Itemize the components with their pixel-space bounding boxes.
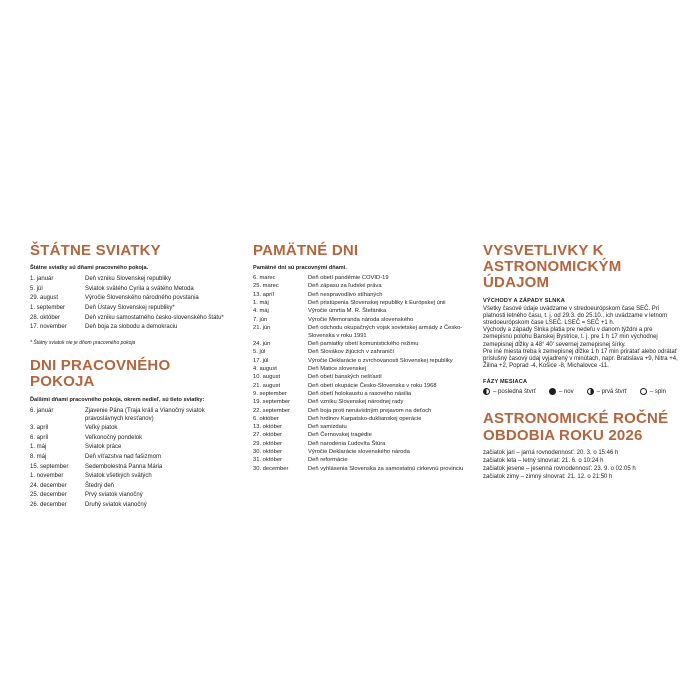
memorial-day-description: Deň reformácie bbox=[308, 457, 348, 464]
rest-day-description: Zjavenie Pána (Traja králi a Vianočný sviatok pravoslávnych kresťanov) bbox=[85, 407, 205, 422]
memorial-day-date: 7. jún bbox=[253, 316, 268, 323]
memorial-day-row bbox=[253, 358, 465, 366]
full-moon-icon bbox=[640, 388, 647, 395]
holiday-date: 1. september bbox=[30, 304, 66, 311]
rest-day-date: 8. máj bbox=[30, 453, 47, 460]
rest-days-section bbox=[30, 358, 236, 509]
memorial-day-description: Deň Matice slovenskej bbox=[308, 366, 366, 373]
holiday-row bbox=[30, 294, 236, 302]
memorial-day-description: Deň boja proti nenávistným prejavom na deťoch bbox=[308, 407, 432, 414]
memorial-day-date: 30. december bbox=[253, 465, 289, 472]
rest-day-row bbox=[30, 482, 236, 490]
state-holidays-section bbox=[30, 243, 236, 346]
rest-day-description: Deň víťazstva nad fašizmom bbox=[85, 453, 161, 460]
moon-phase-item bbox=[587, 388, 627, 395]
memorial-day-date: 4. august bbox=[253, 366, 277, 373]
memorial-day-description: Výročie Deklarácie slovenského národa bbox=[308, 449, 410, 456]
sunrise-sunset-heading: VÝCHODY A ZÁPADY SLNKA bbox=[483, 297, 565, 304]
memorial-day-date: 13. apríl bbox=[253, 291, 274, 298]
left-column bbox=[30, 243, 236, 510]
memorial-day-description: Deň obetí holokaustu a rasového násilia bbox=[308, 390, 412, 397]
rest-day-date: 6. apríl bbox=[30, 434, 49, 441]
moon-phases-legend bbox=[483, 388, 680, 395]
memorial-day-row bbox=[253, 292, 465, 300]
memorial-day-date: 6. október bbox=[253, 415, 279, 422]
rest-day-row bbox=[30, 443, 236, 451]
memorial-day-description: Deň Slovákov žijúcich v zahraničí bbox=[308, 349, 395, 356]
memorial-day-row bbox=[253, 399, 465, 407]
state-holidays-intro: Štátne sviatky sú dňami pracovného pokoja. bbox=[30, 265, 149, 272]
holiday-row bbox=[30, 323, 236, 331]
memorial-day-description: Deň narodenia Ľudovíta Štúra bbox=[308, 440, 386, 447]
moon-phase-item bbox=[483, 388, 536, 395]
astronomical-seasons-section bbox=[483, 411, 680, 481]
memorial-day-date: 21. august bbox=[253, 382, 281, 389]
memorial-day-description: Deň hrdinov Karpatsko-duklianskej operácie bbox=[308, 415, 422, 422]
holiday-description: Sviatok svätého Cyrila a svätého Metoda bbox=[85, 285, 194, 292]
rest-day-description: Sviatok práce bbox=[85, 444, 122, 451]
new-moon-icon bbox=[549, 388, 556, 395]
memorial-day-row bbox=[253, 317, 465, 325]
memorial-day-date: 25. marec bbox=[253, 283, 279, 290]
moon-phase-label: – nov bbox=[558, 388, 574, 395]
rest-day-date: 1. november bbox=[30, 473, 64, 480]
memorial-days-intro: Pamätné dni sú pracovnými dňami. bbox=[253, 265, 347, 272]
first-quarter-moon-icon bbox=[587, 388, 594, 395]
memorial-day-date: 17. júl bbox=[253, 357, 269, 364]
memorial-day-description: Výročie Memoranda národa slovenského bbox=[308, 316, 414, 323]
memorial-days-title: PAMÄTNÉ DNI bbox=[253, 242, 359, 259]
memorial-day-row bbox=[253, 432, 465, 440]
memorial-day-date: 6. marec bbox=[253, 275, 276, 282]
rest-day-description: Druhý sviatok vianočný bbox=[85, 501, 147, 508]
rest-day-row bbox=[30, 434, 236, 442]
astronomical-seasons-title: ASTRONOMICKÉ ROČNÉ OBDOBIA ROKU 2026 bbox=[483, 410, 669, 444]
rest-day-row bbox=[30, 424, 236, 432]
memorial-day-date: 29. október bbox=[253, 440, 283, 447]
memorial-day-date: 31. október bbox=[253, 457, 283, 464]
rest-day-description: Veľkonočný pondelok bbox=[85, 434, 143, 441]
memorial-day-row bbox=[253, 416, 465, 424]
state-holidays-list bbox=[30, 275, 236, 331]
holiday-date: 28. október bbox=[30, 314, 61, 321]
memorial-day-row bbox=[253, 466, 465, 474]
memorial-day-date: 27. október bbox=[253, 432, 283, 439]
memorial-day-row bbox=[253, 308, 465, 316]
memorial-day-date: 30. október bbox=[253, 449, 283, 456]
state-holidays-title: ŠTÁTNE SVIATKY bbox=[30, 242, 161, 259]
memorial-day-row bbox=[253, 325, 465, 341]
memorial-day-date: 9. september bbox=[253, 390, 287, 397]
holiday-description: Deň boja za slobodu a demokraciu bbox=[85, 324, 178, 331]
memorial-day-description: Deň pamiatky obetí komunistického režimu bbox=[308, 341, 419, 348]
rest-day-date: 26. december bbox=[30, 501, 67, 508]
moon-phase-label: – spln bbox=[649, 388, 666, 395]
memorial-day-row bbox=[253, 457, 465, 465]
memorial-day-description: Deň zápasu za ľudské práva bbox=[308, 283, 382, 290]
moon-phase-item bbox=[549, 388, 574, 395]
rest-days-intro: Ďalšími dňami pracovného pokoja, okrem nedieľ, sú tieto sviatky: bbox=[30, 396, 205, 403]
holiday-date: 29. august bbox=[30, 295, 59, 302]
holiday-description: Výročie Slovenského národného povstania bbox=[85, 295, 199, 302]
rest-day-description: Veľký piatok bbox=[85, 425, 118, 432]
rest-day-date: 3. apríl bbox=[30, 425, 49, 432]
rest-day-row bbox=[30, 472, 236, 480]
memorial-day-row bbox=[253, 449, 465, 457]
rest-day-date: 1. máj bbox=[30, 444, 47, 451]
holiday-row bbox=[30, 314, 236, 322]
memorial-day-date: 24. jún bbox=[253, 341, 271, 348]
season-line: začiatok jari – jarná rovnodennosť: 20. 3. o 15:46 h bbox=[483, 449, 619, 456]
memorial-day-description: Deň samizdatu bbox=[308, 424, 347, 431]
holiday-description: Deň Ústavy Slovenskej republiky* bbox=[85, 304, 175, 311]
memorial-day-date: 1. máj bbox=[253, 300, 269, 307]
season-line: začiatok leta – letný slnovrat: 21. 6. o 10:24 h bbox=[483, 457, 604, 464]
astronomy-notes-paragraphs bbox=[483, 306, 680, 371]
memorial-day-row bbox=[253, 283, 465, 291]
memorial-day-date: 5. júl bbox=[253, 349, 266, 356]
astronomy-notes-section bbox=[483, 243, 680, 395]
memorial-day-row bbox=[253, 341, 465, 349]
middle-column bbox=[253, 243, 465, 474]
rest-day-date: 15. september bbox=[30, 463, 69, 470]
rest-day-row bbox=[30, 407, 236, 423]
memorial-day-description: Výročie úmrtia M. R. Štefánika bbox=[308, 308, 387, 315]
rest-day-date: 6. január bbox=[30, 407, 54, 414]
memorial-day-row bbox=[253, 349, 465, 357]
memorial-day-row bbox=[253, 366, 465, 374]
rest-day-description: Prvý sviatok vianočný bbox=[85, 492, 143, 499]
right-column bbox=[483, 243, 680, 482]
holiday-row bbox=[30, 275, 236, 283]
rest-day-row bbox=[30, 501, 236, 509]
memorial-day-description: Deň obetí pandémie COVID-19 bbox=[308, 275, 389, 282]
holiday-description: Deň vzniku Slovenskej republiky bbox=[85, 276, 172, 283]
memorial-day-description: Deň vyhlásenia Slovenska za samostatnú cirkevnú provinciu bbox=[308, 465, 464, 472]
holiday-date: 17. november bbox=[30, 324, 67, 331]
holiday-date: 5. júl bbox=[30, 285, 43, 292]
memorial-day-description: Deň Černovskej tragédie bbox=[308, 432, 372, 439]
memorial-day-date: 19. september bbox=[253, 399, 291, 406]
rest-day-date: 24. december bbox=[30, 482, 67, 489]
moon-phase-label: – posledná štvrť bbox=[493, 388, 536, 395]
astronomy-notes-title: VYSVETLIVKY K ASTRONOMICKÝM ÚDAJOM bbox=[483, 242, 622, 292]
memorial-day-row bbox=[253, 275, 465, 283]
rest-day-description: Sviatok všetkých svätých bbox=[85, 473, 152, 480]
memorial-day-date: 4. máj bbox=[253, 308, 269, 315]
astronomical-seasons-list bbox=[483, 449, 680, 482]
holiday-description: Deň vzniku samostatného česko-slovenského štátu* bbox=[85, 314, 224, 321]
memorial-day-row bbox=[253, 300, 465, 308]
memorial-day-description: Výročie Deklarácie o zvrchovanosti Slovenskej republiky bbox=[308, 357, 453, 364]
last-quarter-moon-icon bbox=[483, 388, 490, 395]
rest-day-row bbox=[30, 463, 236, 471]
memorial-day-date: 10. august bbox=[253, 374, 281, 381]
moon-phase-label: – prvá štvrť bbox=[596, 388, 627, 395]
rest-days-list bbox=[30, 407, 236, 509]
memorial-day-row bbox=[253, 374, 465, 382]
memorial-days-section bbox=[253, 243, 465, 474]
memorial-day-description: Deň nespravodlivo stíhaných bbox=[308, 291, 383, 298]
season-line: začiatok zimy – zimný slnovrat: 21. 12. o 21:50 h bbox=[483, 474, 613, 481]
memorial-day-description: Deň pristúpenia Slovenskej republiky k Európskej únii bbox=[308, 300, 446, 307]
moon-phase-item bbox=[640, 388, 666, 395]
holiday-row bbox=[30, 285, 236, 293]
astronomy-note-paragraph: Pre iné miesta treba k zemepisnej dĺžke 1 h 17 min prirátať alebo odrátať príslušný časový údaj vyjadrený v minútach, napr. Bratislava +9, Nitra +4, Žilina +2, Poprad -4, Košice -8, Michalovce -11. bbox=[483, 348, 678, 370]
rest-day-row bbox=[30, 491, 236, 499]
memorial-days-list bbox=[253, 275, 465, 473]
memorial-day-description: Deň obetí okupácie Česko-Slovenska v roku 1968 bbox=[308, 382, 437, 389]
memorial-day-row bbox=[253, 383, 465, 391]
memorial-day-description: Deň obetí banských nešťastí bbox=[308, 374, 382, 381]
memorial-day-row bbox=[253, 391, 465, 399]
rest-day-description: Sedembolestná Panna Mária bbox=[85, 463, 163, 470]
memorial-day-description: Deň odchodu okupačných vojsk sovietskej armády z Česko-Slovenska v roku 1991 bbox=[308, 324, 463, 339]
memorial-day-date: 13. október bbox=[253, 424, 283, 431]
moon-phases-heading: FÁZY MESIACA bbox=[483, 379, 528, 386]
holiday-row bbox=[30, 304, 236, 312]
rest-day-description: Štedrý deň bbox=[85, 482, 115, 489]
state-holidays-footnote: * Štátny sviatok nie je dňom pracovného pokoja bbox=[30, 340, 136, 347]
memorial-day-row bbox=[253, 441, 465, 449]
memorial-day-date: 21. jún bbox=[253, 324, 271, 331]
memorial-day-description: Deň vzniku Slovenskej národnej rady bbox=[308, 399, 404, 406]
rest-day-date: 25. december bbox=[30, 492, 67, 499]
memorial-day-row bbox=[253, 408, 465, 416]
holiday-date: 1. január bbox=[30, 276, 54, 283]
memorial-day-date: 22. september bbox=[253, 407, 291, 414]
rest-days-title: DNI PRACOVNÉHO POKOJA bbox=[30, 357, 171, 391]
memorial-day-row bbox=[253, 424, 465, 432]
astronomy-note-paragraph: Všetky časové údaje uvádzame v stredoeurópskom čase SEČ. Pri platnosti letného času, t. j. od 29.3. do 25.10., ich uvádzame v letnom stredoeurópskom čase LSEČ. LSEČ = SEČ +1 h. bbox=[483, 305, 668, 326]
season-line: začiatok jesene – jesenná rovnodennosť: 23. 9. o 02:05 h bbox=[483, 466, 636, 473]
rest-day-row bbox=[30, 453, 236, 461]
astronomy-note-paragraph: Východy a západy Slnka platia pre nedeľu v danom týždni a pre zemepisnú polohu Banskej Bystrice, t. j. pre 1 h 17 min východnej zemepisnej dĺžky a 48° 40' severnej zemepisnej šírky. bbox=[483, 327, 658, 348]
